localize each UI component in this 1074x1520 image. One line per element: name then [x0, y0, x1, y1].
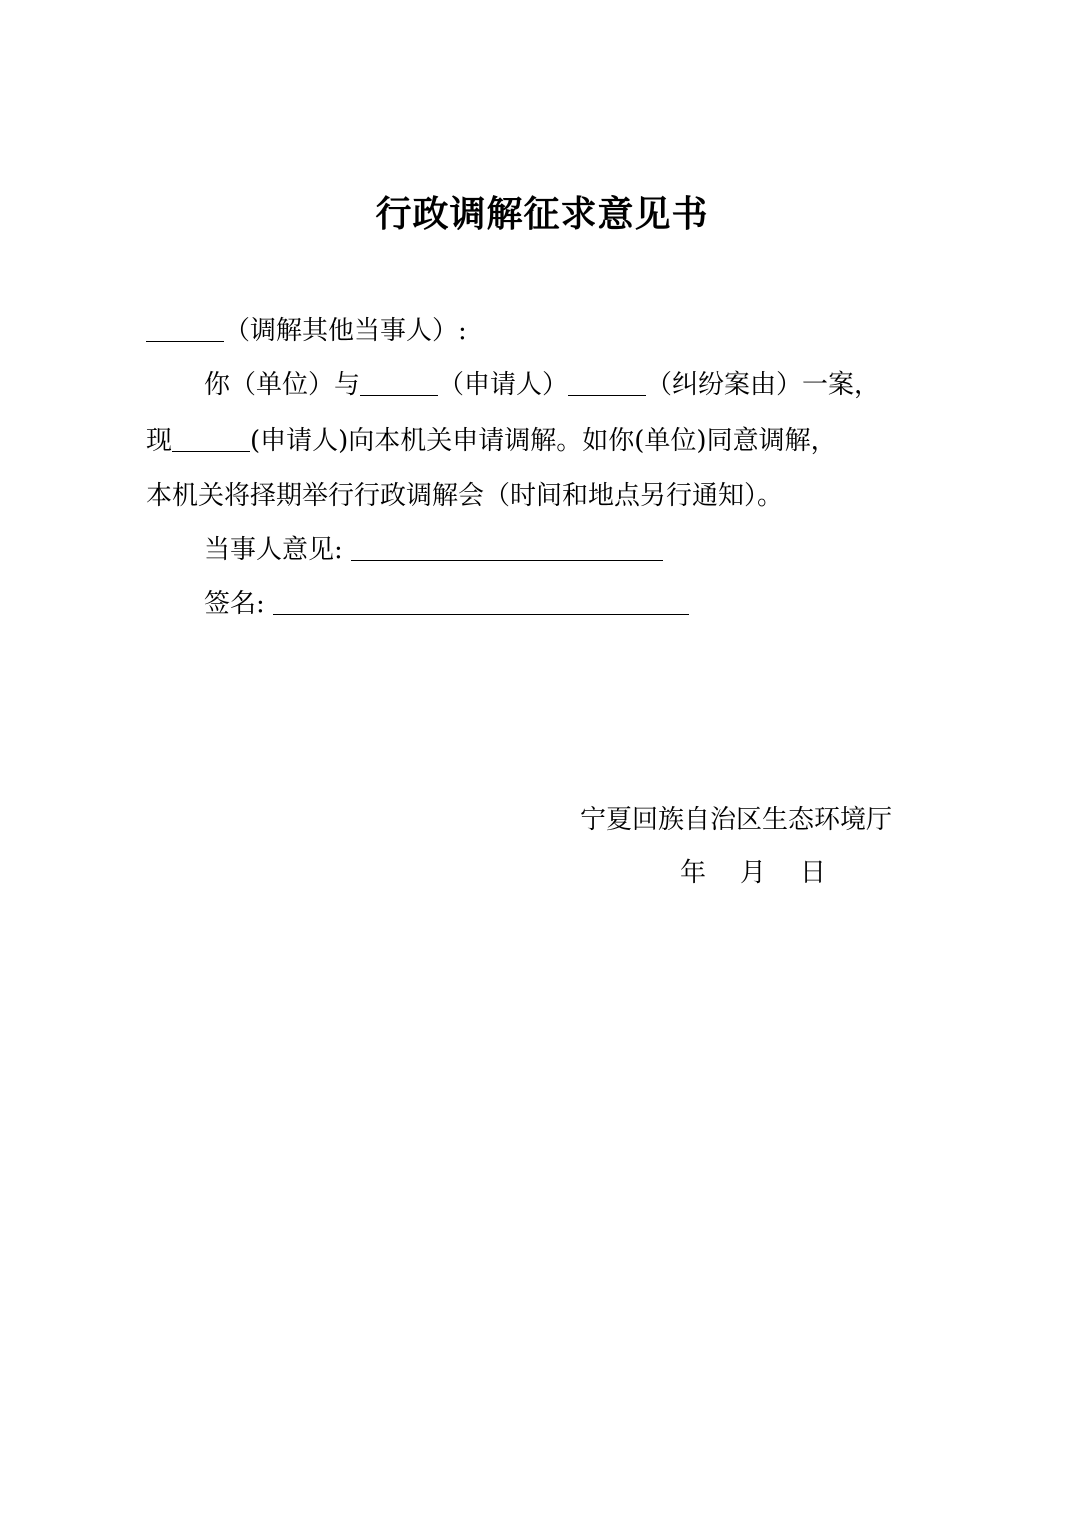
party-opinion-line: 当事人意见: ＿＿＿＿＿＿＿＿＿＿＿＿ — [204, 535, 664, 565]
signature-line: 签名: ＿＿＿＿＿＿＿＿＿＿＿＿＿＿＿＿ — [204, 589, 690, 619]
paragraph-line-3: 本机关将择期举行行政调解会（时间和地点另行通知）。 — [146, 481, 784, 511]
date-month-label: 月 — [740, 858, 767, 888]
paragraph-line-2: 现＿＿＿(申请人)向本机关申请调解。如你(单位)同意调解， — [146, 426, 837, 456]
issuing-authority: 宁夏回族自治区生态环境厅 — [580, 805, 893, 835]
date-year-label: 年 — [680, 858, 707, 888]
document-title: 行政调解征求意见书 — [375, 193, 709, 235]
date-day-label: 日 — [800, 858, 827, 888]
paragraph-line-1: 你（单位）与＿＿＿（申请人）＿＿＿（纠纷案由）一案， — [204, 370, 881, 400]
salutation-line: ＿＿＿（调解其他当事人）: — [146, 316, 467, 346]
date-line — [680, 853, 826, 893]
